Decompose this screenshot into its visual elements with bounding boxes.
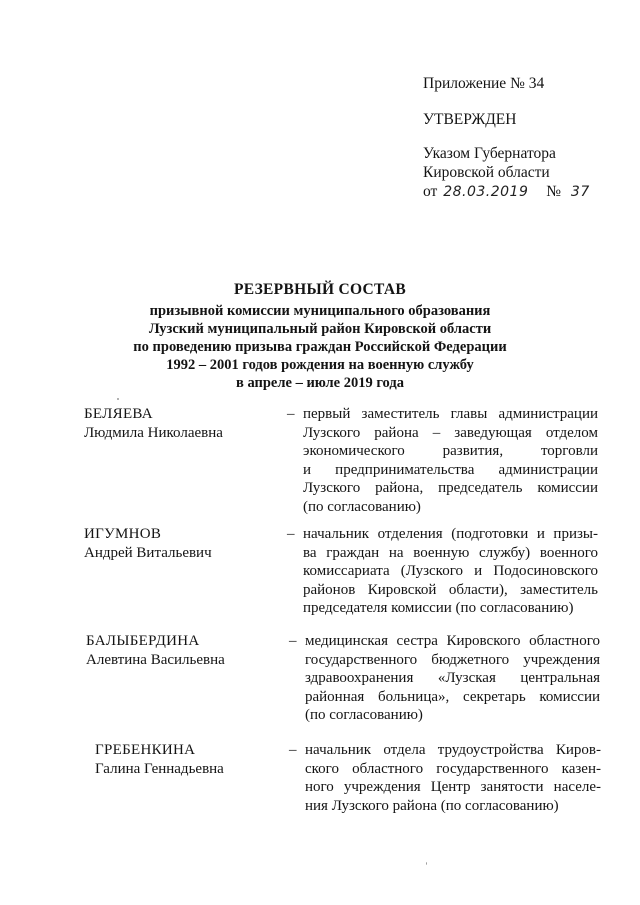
member-dash: – — [289, 633, 297, 649]
member-description — [303, 405, 598, 517]
title-line: призывной комиссии муниципального образования — [149, 303, 491, 319]
description-line: районная больница», секретарь комиссии — [305, 688, 600, 705]
description-line: ния Лузского района (по согласованию) — [305, 797, 559, 814]
title-line: Лузский муниципальный район Кировской области — [148, 321, 492, 337]
member-surname: ИГУМНОВ — [84, 526, 162, 542]
description-line: здравоохранения «Лузская центральная — [305, 670, 600, 687]
description-line: медицинская сестра Кировского областного — [305, 633, 600, 649]
member-dash: – — [289, 742, 297, 758]
member-dash: – — [287, 526, 295, 542]
member-surname: ГРЕБЕНКИНА — [95, 742, 196, 758]
member-given-names: Андрей Витальевич — [84, 544, 212, 561]
description-line: Лузского района, председатель комиссии — [303, 480, 598, 497]
description-line: Лузского района – заведующая отделом — [303, 424, 598, 441]
description-line: ского областного государственного казен- — [305, 760, 601, 777]
handwritten-date: 28.03.2019 — [443, 184, 529, 200]
document-title — [60, 281, 580, 392]
member-description — [305, 741, 601, 815]
description-line: комиссариата (Лузского и Подосиновского — [303, 563, 598, 580]
member-name — [95, 741, 285, 778]
description-line: (по согласованию) — [305, 707, 423, 724]
date-prefix: от — [423, 183, 438, 200]
description-line: начальник отдела трудоустройства Киров- — [305, 742, 601, 758]
approval-block — [423, 74, 623, 202]
member-name — [84, 405, 274, 442]
member-name — [84, 525, 274, 562]
description-line: первый заместитель главы администрации — [303, 406, 598, 422]
description-line: начальник отделения (подготовки и призы- — [303, 526, 598, 542]
handwritten-number: 37 — [570, 184, 590, 200]
member-description — [303, 525, 598, 618]
description-line: государственного бюджетного учреждения — [305, 651, 600, 668]
approved-stamp: УТВЕРЖДЕН — [423, 111, 517, 128]
description-line: (по согласованию) — [303, 498, 421, 515]
member-given-names: Людмила Николаевна — [84, 424, 223, 441]
description-line: и предпринимательства администрации — [303, 461, 598, 478]
member-given-names: Алевтина Васильевна — [86, 651, 225, 668]
decree-date-line — [423, 182, 623, 202]
title-main: РЕЗЕРВНЫЙ СОСТАВ — [233, 281, 407, 298]
decree-line-1: Указом Губернатора — [423, 145, 556, 162]
member-surname: БАЛЫБЕРДИНА — [86, 633, 200, 649]
description-line: ва граждан на военную службу) военного — [303, 544, 598, 561]
member-dash: – — [287, 406, 295, 422]
member-surname: БЕЛЯЕВА — [84, 406, 153, 422]
member-description — [305, 632, 600, 725]
scan-speck — [426, 862, 427, 865]
description-line: председателя комиссии (по согласованию) — [303, 600, 574, 617]
number-label: № — [546, 183, 562, 200]
description-line: экономического развития, торговли — [303, 443, 598, 460]
member-given-names: Галина Геннадьевна — [95, 760, 224, 777]
description-line: ного учреждения Центр занятости населе- — [305, 779, 601, 796]
appendix-number: Приложение № 34 — [423, 75, 545, 92]
description-line: районов Кировской области), заместитель — [303, 581, 598, 598]
decree-line-2: Кировской области — [423, 164, 550, 181]
title-line: 1992 – 2001 годов рождения на военную службу — [166, 357, 474, 373]
title-line: по проведению призыва граждан Российской Федерации — [133, 339, 507, 355]
title-line: в апреле – июле 2019 года — [236, 375, 404, 391]
scan-speck — [117, 398, 119, 400]
member-name — [86, 632, 276, 669]
